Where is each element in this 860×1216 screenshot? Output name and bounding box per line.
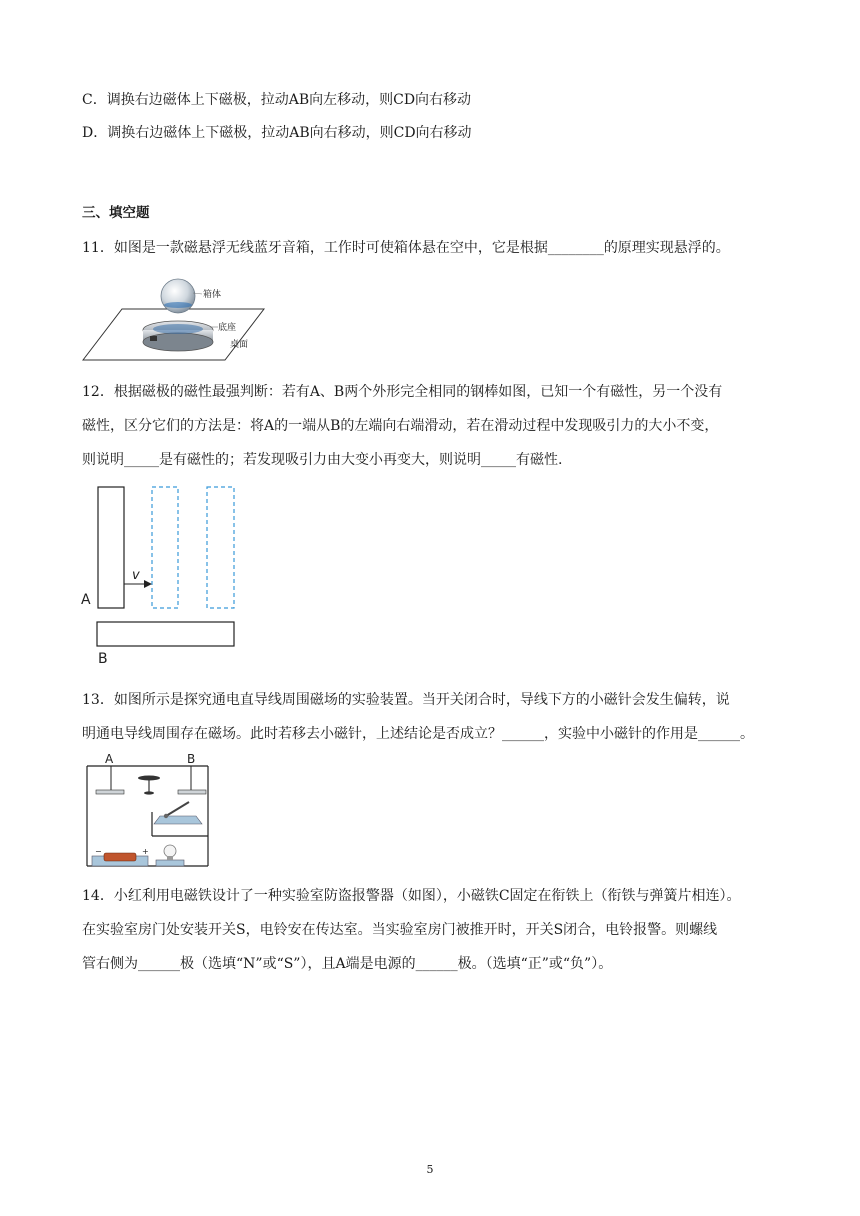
switch-lever bbox=[166, 802, 189, 816]
bar-a bbox=[98, 487, 124, 608]
maglev-speaker-figure bbox=[82, 272, 268, 364]
question-14-line-1: 14．小红利用电磁铁设计了一种实验室防盗报警器（如图），小磁铁C固定在衔铁上（衔铁与弹簧片相连）。 bbox=[82, 888, 741, 904]
question-14-line-3: 管右侧为______极（选填“N”或“S”），且A端是电源的______极。（选填“正”或“负”）。 bbox=[82, 956, 613, 972]
circuit-label-a: A bbox=[105, 752, 114, 766]
circuit-label-b: B bbox=[187, 752, 196, 766]
svg-text:−: − bbox=[95, 847, 102, 856]
bar-b bbox=[97, 622, 234, 646]
question-12-line-2: 磁性，区分它们的方法是：将A的一端从B的左端向右端滑动，若在滑动过程中发现吸引力的大小不变， bbox=[82, 418, 719, 434]
option-c: C．调换右边磁体上下磁极，拉动AB向左移动，则CD向右移动 bbox=[82, 92, 472, 108]
label-desk: 桌面 bbox=[230, 340, 249, 350]
question-13-line-1: 13．如图所示是探究通电直导线周围磁场的实验装置。当开关闭合时，导线下方的小磁针会发生偏转，说 bbox=[82, 692, 730, 708]
bar-a-dashed-1 bbox=[152, 487, 178, 608]
question-12-line-1: 12．根据磁极的磁性最强判断：若有A、B两个外形完全相同的钢棒如图，已知一个有磁性，另一个没有 bbox=[82, 384, 723, 400]
label-base: 底座 bbox=[218, 323, 237, 333]
option-d: D．调换右边磁体上下磁极，拉动AB向右移动，则CD向右移动 bbox=[82, 125, 472, 141]
switch-base bbox=[154, 816, 202, 824]
label-box: 箱体 bbox=[203, 290, 222, 300]
circuit-figure bbox=[84, 750, 214, 872]
question-11-text: 11．如图是一款磁悬浮无线蓝牙音箱，工作时可使箱体悬在空中，它是根据________的原理实现悬浮的。 bbox=[82, 240, 730, 256]
bulb bbox=[164, 845, 176, 857]
svg-text:+: + bbox=[142, 847, 149, 856]
section-title: 三、填空题 bbox=[82, 205, 150, 221]
question-13-line-2: 明通电导线周围存在磁场。此时若移去小磁针，上述结论是否成立？______，实验中小磁针的作用是______。 bbox=[82, 726, 754, 742]
question-14-line-2: 在实验室房门处安装开关S，电铃安在传达室。当实验室房门被推开时，开关S闭合，电铃报警。则螺线 bbox=[82, 922, 718, 938]
page-number: 5 bbox=[426, 1163, 434, 1176]
label-b: B bbox=[98, 651, 108, 667]
label-a: A bbox=[81, 592, 91, 608]
steel-bars-figure bbox=[78, 480, 240, 670]
battery bbox=[104, 853, 136, 861]
question-12-line-3: 则说明_____是有磁性的；若发现吸引力由大变小再变大，则说明_____有磁性. bbox=[82, 452, 563, 468]
bar-a-dashed-2 bbox=[207, 487, 234, 608]
velocity-label: v bbox=[132, 568, 140, 583]
